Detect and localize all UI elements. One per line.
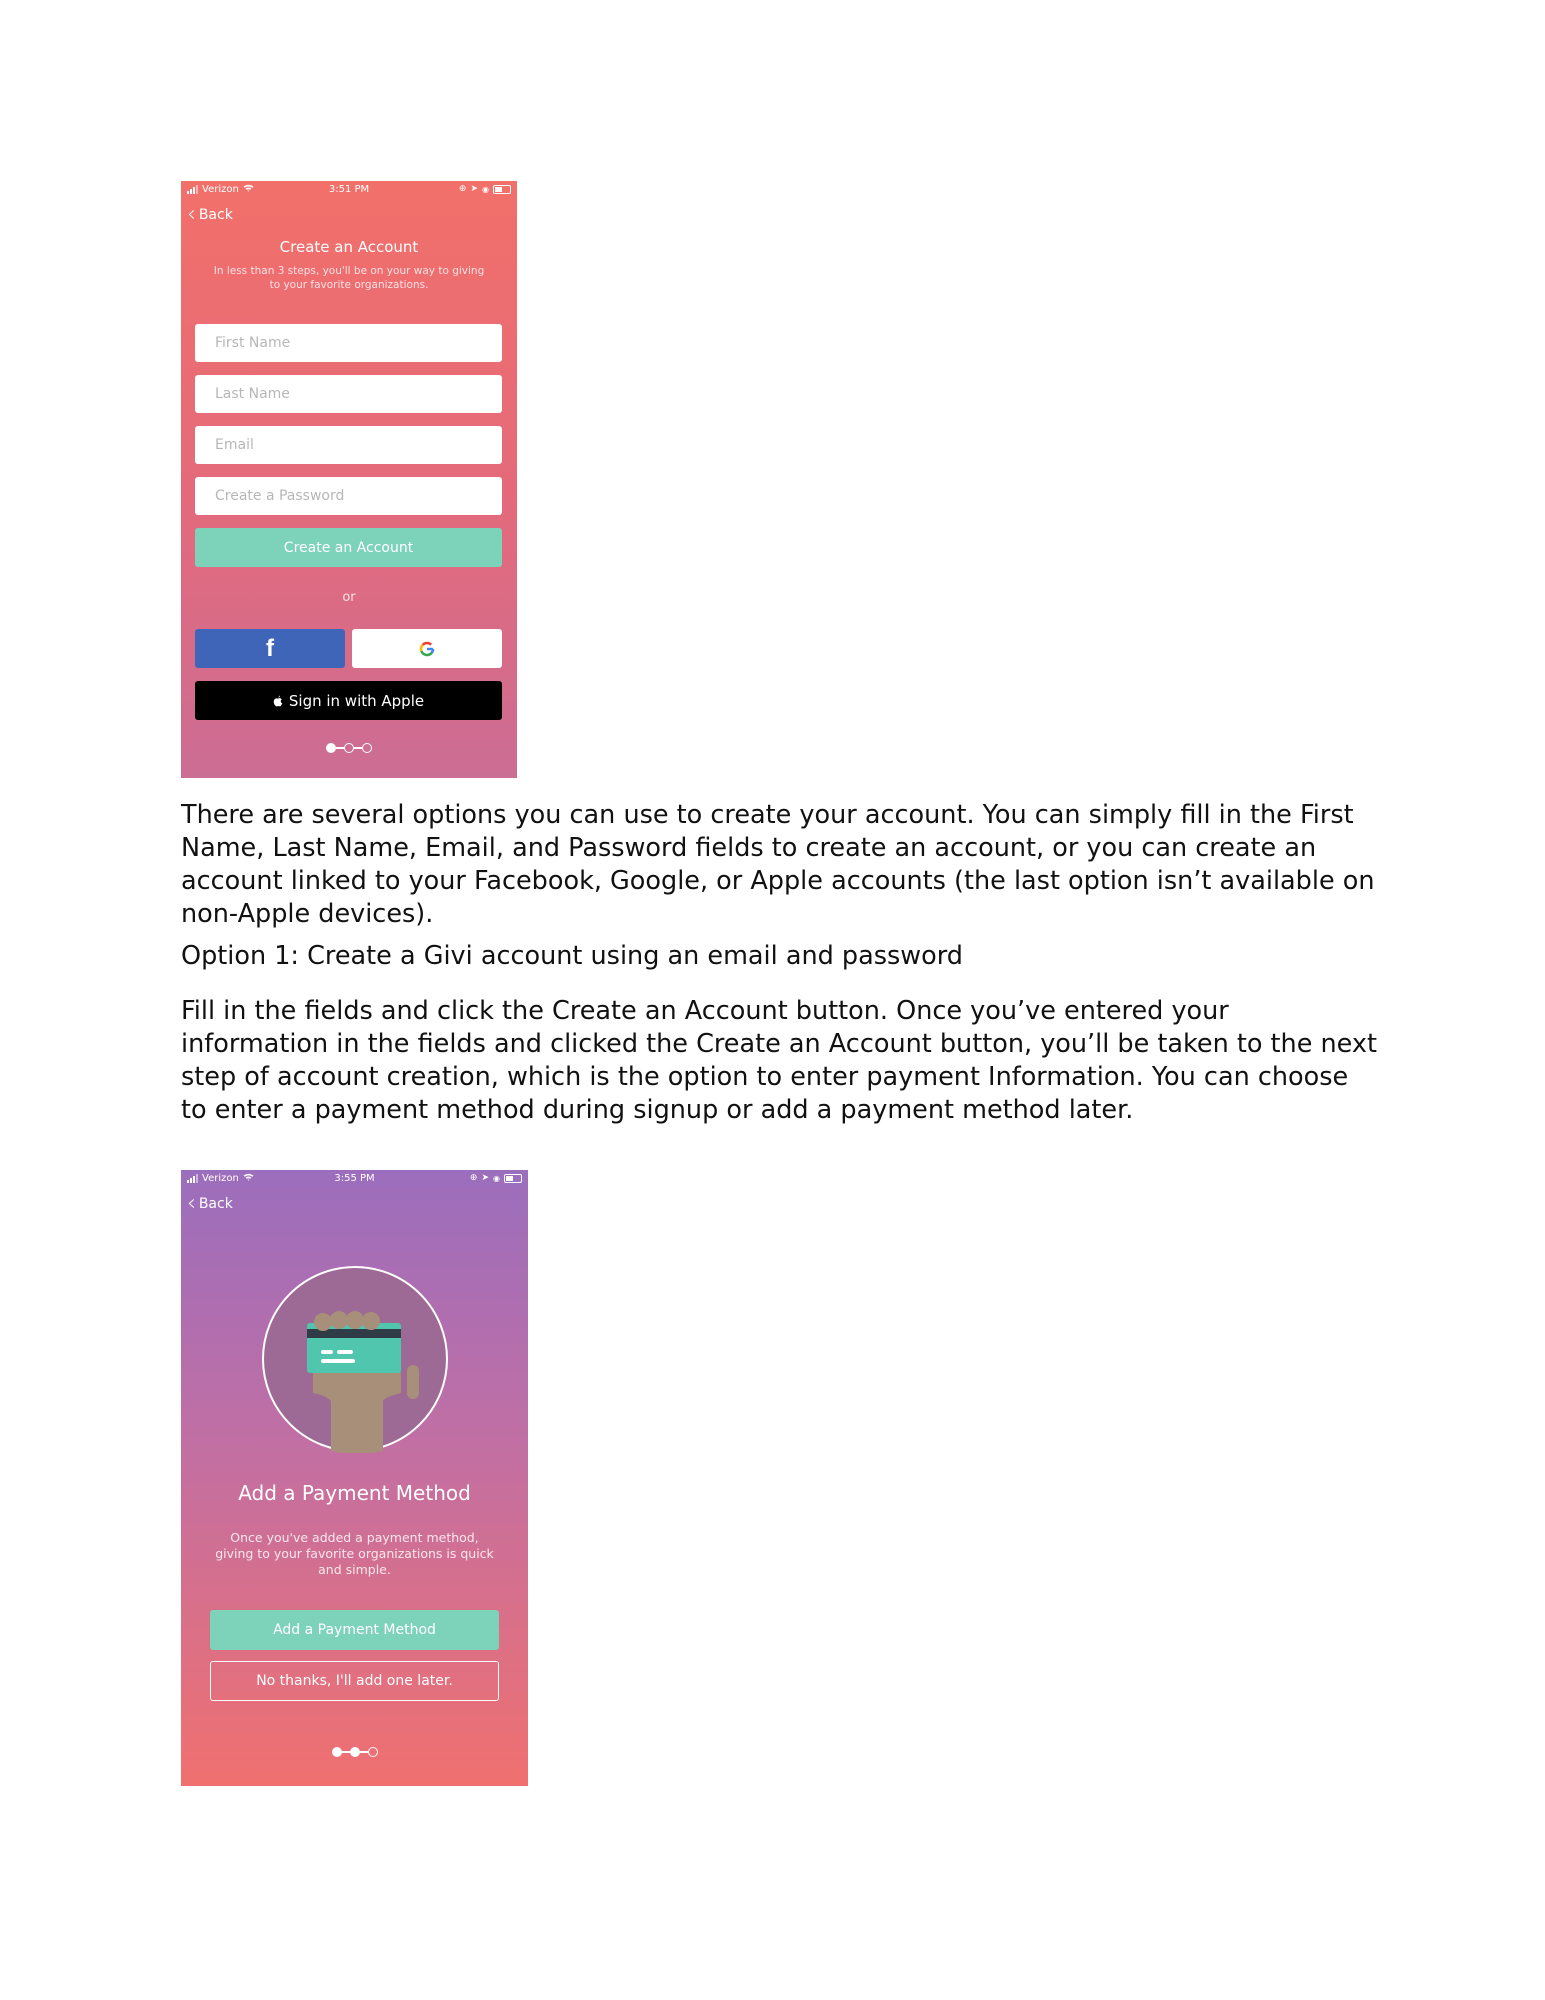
back-label: Back: [198, 1196, 233, 1212]
create-account-button[interactable]: Create an Account: [195, 528, 502, 567]
add-payment-method-button[interactable]: Add a Payment Method: [210, 1610, 499, 1650]
status-time: 3:51 PM: [328, 184, 370, 195]
page-subtitle: Once you've added a payment method, giving to your favorite organizations is quick and simple.: [215, 1530, 494, 1577]
sign-in-with-apple-button[interactable]: [195, 681, 502, 720]
back-button[interactable]: [187, 1191, 233, 1216]
password-field[interactable]: Create a Password: [195, 477, 502, 515]
page-dot-1: [332, 1747, 342, 1757]
instructions-paragraph: Fill in the fields and click the Create an Account button. Once you’ve entered your information in the fields and clicked the Create an Account button, you’ll be taken to the next step of account creation, which is the option to enter payment Information. You can choose to enter a payment method during signup or add a payment method later.: [181, 996, 1377, 1125]
page-indicator: [181, 743, 517, 753]
google-icon: [417, 639, 437, 659]
last-name-field[interactable]: Last Name: [195, 375, 502, 413]
page-title: Add a Payment Method: [238, 1481, 471, 1505]
option-1-heading: Option 1: Create a Givi account using an email and password: [181, 941, 963, 971]
chevron-left-icon: ‹: [187, 1191, 196, 1216]
carrier-label: Verizon: [202, 1173, 239, 1184]
page-dot-3: [368, 1747, 378, 1757]
page-subtitle: In less than 3 steps, you'll be on your way to giving to your favorite organizations.: [213, 265, 485, 291]
page-indicator: [181, 1747, 528, 1757]
chevron-left-icon: ‹: [187, 202, 196, 227]
location-icon: ➤: [470, 184, 479, 194]
battery-icon: [504, 1174, 522, 1183]
email-field[interactable]: Email: [195, 426, 502, 464]
credit-card-hand-illustration: [261, 1265, 449, 1453]
apple-icon: [273, 695, 283, 707]
payment-method-screenshot: [181, 1170, 528, 1786]
location-icon: ➤: [481, 1173, 490, 1183]
alarm-icon: ◉: [482, 184, 489, 194]
back-label: Back: [198, 207, 233, 223]
status-bar: [181, 1170, 528, 1188]
status-bar: [181, 181, 517, 199]
or-divider: or: [342, 590, 356, 605]
apple-button-label: Sign in with Apple: [288, 691, 425, 710]
intro-paragraph: There are several options you can use to create your account. You can simply fill in the First Name, Last Name, Email, and Password fields to create an account, or you can create an account linked to your Facebook, Google, or Apple accounts (the last option isn’t available on non-Apple devices).: [181, 800, 1375, 929]
page-dot-1: [326, 743, 336, 753]
create-account-screenshot: [181, 181, 517, 778]
page-title: Create an Account: [279, 238, 419, 256]
page-dot-3: [362, 743, 372, 753]
back-button[interactable]: [187, 202, 233, 227]
lock-rotation-icon: ⊕: [458, 184, 467, 194]
battery-icon: [493, 185, 511, 194]
status-time: 3:55 PM: [334, 1173, 375, 1184]
lock-rotation-icon: ⊕: [469, 1173, 478, 1183]
google-button[interactable]: [352, 629, 502, 668]
facebook-icon: f: [266, 634, 274, 662]
carrier-label: Verizon: [202, 184, 239, 195]
facebook-button[interactable]: [195, 629, 345, 668]
skip-payment-button[interactable]: No thanks, I'll add one later.: [210, 1661, 499, 1701]
alarm-icon: ◉: [493, 1173, 500, 1183]
page-dot-2: [344, 743, 354, 753]
page-dot-2: [350, 1747, 360, 1757]
first-name-field[interactable]: First Name: [195, 324, 502, 362]
